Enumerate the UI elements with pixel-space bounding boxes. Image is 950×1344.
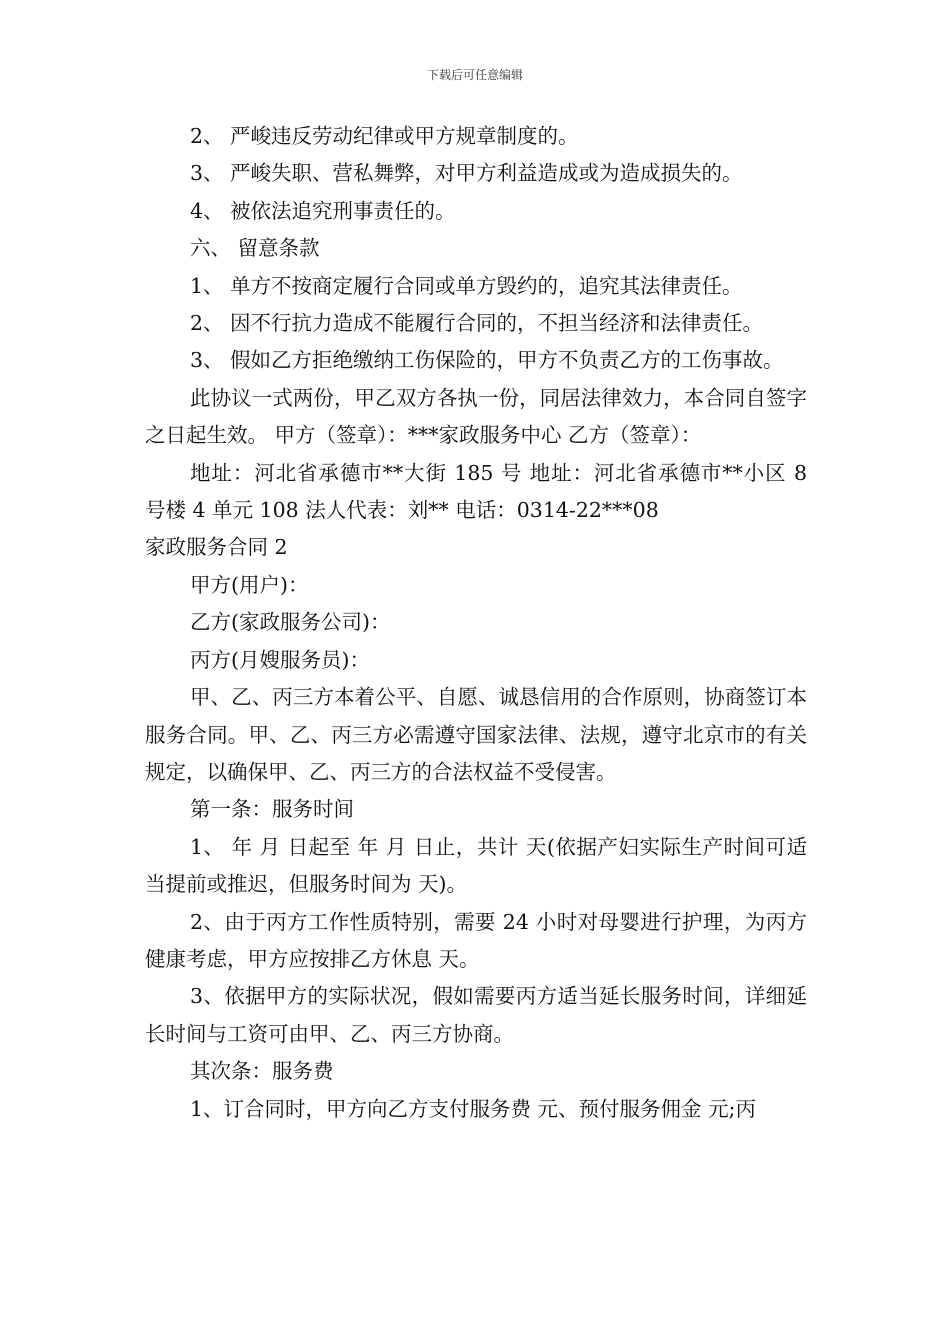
- paragraph: 3、 严峻失职、营私舞弊，对甲方利益造成或为造成损失的。: [190, 161, 743, 186]
- paragraph: 2、 因不行抗力造成不能履行合同的，不担当经济和法律责任。: [190, 311, 764, 336]
- party-a-line: 甲方(用户)：: [190, 572, 309, 597]
- section-heading: 其次条：服务费: [190, 1059, 334, 1084]
- document-title: 家政服务合同 2: [145, 535, 288, 560]
- section-heading: 六、 留意条款: [190, 236, 320, 261]
- paragraph: 1、订合同时，甲方向乙方支付服务费 元、预付服务佣金 元;丙: [190, 1096, 756, 1121]
- paragraph: 4、 被依法追究刑事责任的。: [190, 198, 456, 223]
- document-body: [145, 118, 807, 1128]
- paragraph: 3、依据甲方的实际状况，假如需要丙方适当延长服务时间，详细延长时间与工资可由甲、乙、丙三方协商。: [145, 984, 807, 1046]
- paragraph: 2、 严峻违反劳动纪律或甲方规章制度的。: [190, 124, 579, 148]
- paragraph: 1、 年 月 日起至 年 月 日止，共计 天(依据产妇实际生产时间可适当提前或推迟，但服务时间为 天)。: [145, 834, 807, 897]
- party-c-line: 丙方(月嫂服务员)：: [190, 647, 370, 672]
- paragraph: 甲、乙、丙三方本着公平、自愿、诚恳信用的合作原则，协商签订本服务合同。甲、乙、丙三方必需遵守国家法律、法规，遵守北京市的有关规定，以确保甲、乙、丙三方的合法权益不受侵害。: [145, 685, 807, 784]
- party-b-line: 乙方(家政服务公司)：: [190, 610, 391, 635]
- paragraph: 1、 单方不按商定履行合同或单方毁约的，追究其法律责任。: [190, 273, 743, 298]
- paragraph: 地址：河北省承德市**大街 185 号 地址：河北省承德市**小区 8 号楼 4 单元 108 法人代表：刘** 电话：0314-22***08: [145, 460, 807, 523]
- paragraph: 此协议一式两份，甲乙双方各执一份，同居法律效力，本合同自签字之日起生效。 甲方（签章）：***家政服务中心 乙方（签章）：: [145, 385, 807, 448]
- section-heading: 第一条：服务时间: [190, 797, 354, 822]
- paragraph: 2、由于丙方工作性质特别，需要 24 小时对母婴进行护理，为丙方健康考虑，甲方应按排乙方休息 天。: [145, 909, 807, 971]
- paragraph: 3、 假如乙方拒绝缴纳工伤保险的，甲方不负责乙方的工伤事故。: [190, 348, 784, 373]
- page-header: 下载后可任意编辑: [426, 68, 523, 82]
